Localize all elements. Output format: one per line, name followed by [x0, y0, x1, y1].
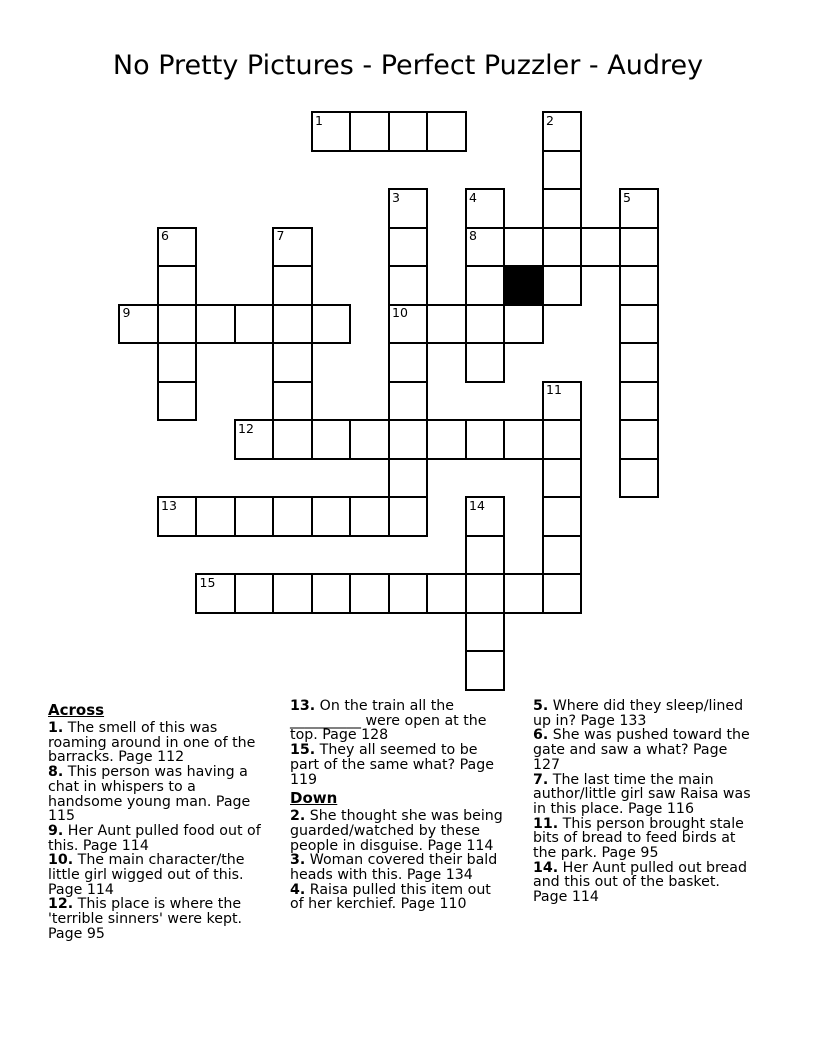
grid-cell[interactable] [542, 419, 583, 460]
grid-cell[interactable] [619, 265, 660, 306]
grid-cell[interactable] [542, 111, 583, 152]
grid-cell[interactable] [619, 227, 660, 268]
clue-number: 5. [533, 698, 549, 714]
cell-number: 7 [276, 228, 285, 243]
grid-cell[interactable] [311, 496, 352, 537]
cell-number: 11 [546, 382, 562, 397]
grid-cell[interactable] [311, 419, 352, 460]
cell-number: 8 [469, 228, 477, 243]
down-header: Down [290, 789, 338, 808]
grid-cell[interactable] [542, 265, 583, 306]
grid-cell[interactable] [388, 573, 429, 614]
grid-cell[interactable] [234, 496, 275, 537]
clue-number: 14. [533, 859, 559, 876]
clue-number: 3. [290, 852, 306, 869]
cell-number: 3 [392, 189, 400, 205]
grid-cell[interactable] [272, 342, 313, 383]
grid-cell[interactable] [426, 419, 467, 460]
grid-cell[interactable] [465, 227, 506, 268]
grid-cell[interactable] [619, 458, 660, 499]
grid-cell[interactable] [388, 496, 429, 537]
across-header: Across [48, 701, 105, 719]
puzzle-title: No Pretty Pictures - Perfect Puzzler - Audrey [112, 50, 704, 81]
black-cell [503, 265, 544, 306]
grid-cell[interactable] [195, 573, 236, 614]
grid-cell[interactable] [311, 304, 352, 345]
cell-number: 6 [161, 228, 169, 243]
grid-cell[interactable] [272, 419, 313, 460]
grid-cell[interactable] [542, 381, 583, 422]
clue-number: 8. [48, 764, 64, 781]
grid-cell[interactable] [465, 304, 506, 345]
grid-cell[interactable] [619, 188, 660, 229]
grid-cell[interactable] [118, 304, 159, 345]
grid-cell[interactable] [388, 381, 429, 422]
grid-cell[interactable] [272, 265, 313, 306]
grid-cell[interactable] [542, 535, 583, 576]
grid-cell[interactable] [503, 227, 544, 268]
grid-cell[interactable] [426, 304, 467, 345]
grid-cell[interactable] [311, 573, 352, 614]
grid-cell[interactable] [272, 381, 313, 422]
clue-1: 1. The smell of this was roaming around in one of the barracks. Page 112 [48, 720, 256, 766]
grid-cell[interactable] [272, 304, 313, 345]
grid-cell[interactable] [542, 188, 583, 229]
grid-cell[interactable] [195, 304, 236, 345]
clue-9: 9. Her Aunt pulled food out of this. Page 114 [48, 822, 261, 854]
grid-cell[interactable] [542, 227, 583, 268]
grid-cell[interactable] [465, 535, 506, 576]
grid-cell[interactable] [157, 342, 198, 383]
clue-14: 14. Her Aunt pulled out bread and this out of the basket. Page 114 [533, 859, 747, 906]
cell-number: 15 [199, 574, 216, 590]
clue-number: 10. [48, 852, 74, 869]
grid-cell[interactable] [503, 304, 544, 345]
grid-cell[interactable] [311, 111, 352, 152]
grid-cell[interactable] [157, 265, 198, 306]
cell-number: 1 [315, 112, 323, 128]
grid-cell[interactable] [542, 150, 583, 191]
grid-cell[interactable] [157, 381, 198, 422]
clue-13: 13. On the train all the __________ were open at the top. Page 128 [290, 698, 487, 744]
grid-cell[interactable] [388, 419, 429, 460]
clue-6: 6. She was pushed toward the gate and saw a what? Page 127 [533, 727, 750, 773]
clue-number: 11. [533, 815, 559, 832]
grid-cell[interactable] [542, 458, 583, 499]
grid-cell[interactable] [349, 573, 390, 614]
grid-cell[interactable] [388, 304, 429, 345]
clue-5: 5. Where did they sleep/lined up in? Page 133 [533, 698, 744, 729]
clue-number: 4. [290, 881, 306, 898]
cell-number: 9 [122, 305, 131, 320]
clue-8: 8. This person was having a chat in whispers to a handsome young man. Page 115 [48, 764, 251, 825]
clue-number: 12. [48, 896, 74, 913]
clue-7: 7. The last time the main author/little girl saw Raisa was in this place. Page 116 [533, 771, 751, 817]
cell-number: 2 [546, 112, 554, 128]
grid-cell[interactable] [234, 419, 275, 460]
clue-column-2 [290, 699, 508, 912]
grid-cell[interactable] [465, 265, 506, 306]
clue-3: 3. Woman covered their bald heads with this. Page 134 [290, 852, 498, 884]
cell-number: 10 [392, 305, 408, 320]
cell-number: 14 [469, 497, 485, 513]
cell-number: 5 [623, 189, 631, 205]
grid-cell[interactable] [465, 650, 506, 691]
grid-cell[interactable] [619, 419, 660, 460]
grid-cell[interactable] [542, 496, 583, 537]
grid-cell[interactable] [426, 111, 467, 152]
cell-number: 4 [469, 189, 477, 205]
clue-number: 6. [533, 727, 549, 744]
clue-column-1 [48, 699, 266, 942]
grid-cell[interactable] [388, 265, 429, 306]
grid-cell[interactable] [272, 227, 313, 268]
grid-cell[interactable] [580, 227, 621, 268]
grid-cell[interactable] [388, 342, 429, 383]
clue-number: 9. [48, 822, 64, 839]
clue-4: 4. Raisa pulled this item out of her kerchief. Page 110 [290, 881, 491, 913]
grid-cell[interactable] [388, 188, 429, 229]
grid-cell[interactable] [349, 111, 390, 152]
clue-number: 7. [533, 771, 549, 788]
grid-cell[interactable] [272, 496, 313, 537]
grid-cell[interactable] [465, 573, 506, 614]
grid-cell[interactable] [619, 381, 660, 422]
grid-cell[interactable] [349, 496, 390, 537]
grid-cell[interactable] [234, 304, 275, 345]
grid-cell[interactable] [542, 573, 583, 614]
clue-10: 10. The main character/the little girl wigged out of this. Page 114 [48, 852, 245, 898]
grid-cell[interactable] [619, 304, 660, 345]
grid-cell[interactable] [503, 419, 544, 460]
clue-11: 11. This person brought stale bits of bread to feed birds at the park. Page 95 [533, 815, 744, 862]
grid-cell[interactable] [388, 111, 429, 152]
clue-number: 15. [290, 742, 316, 759]
clue-column-3 [533, 699, 751, 905]
grid-cell[interactable] [388, 458, 429, 499]
clue-number: 13. [290, 698, 316, 714]
clue-15: 15. They all seemed to be part of the same what? Page 119 [290, 742, 494, 788]
grid-cell[interactable] [465, 496, 506, 537]
clue-number: 1. [48, 720, 64, 736]
grid-cell[interactable] [465, 188, 506, 229]
clue-2: 2. She thought she was being guarded/watched by these people in disguise. Page 114 [290, 808, 503, 854]
grid-cell[interactable] [157, 227, 198, 268]
grid-cell[interactable] [465, 612, 506, 653]
grid-cell[interactable] [349, 419, 390, 460]
grid-cell[interactable] [426, 573, 467, 614]
grid-cell[interactable] [465, 342, 506, 383]
grid-cell[interactable] [465, 419, 506, 460]
cell-number: 12 [238, 420, 254, 436]
clue-12: 12. This place is where the 'terrible sinners' were kept. Page 95 [48, 896, 243, 942]
grid-cell[interactable] [234, 573, 275, 614]
grid-cell[interactable] [388, 227, 429, 268]
cell-number: 13 [161, 497, 177, 513]
grid-cell[interactable] [195, 496, 236, 537]
clue-number: 2. [290, 808, 306, 825]
grid-cell[interactable] [619, 342, 660, 383]
grid-cell[interactable] [272, 573, 313, 614]
grid-cell[interactable] [157, 304, 198, 345]
grid-cell[interactable] [157, 496, 198, 537]
grid-cell[interactable] [503, 573, 544, 614]
